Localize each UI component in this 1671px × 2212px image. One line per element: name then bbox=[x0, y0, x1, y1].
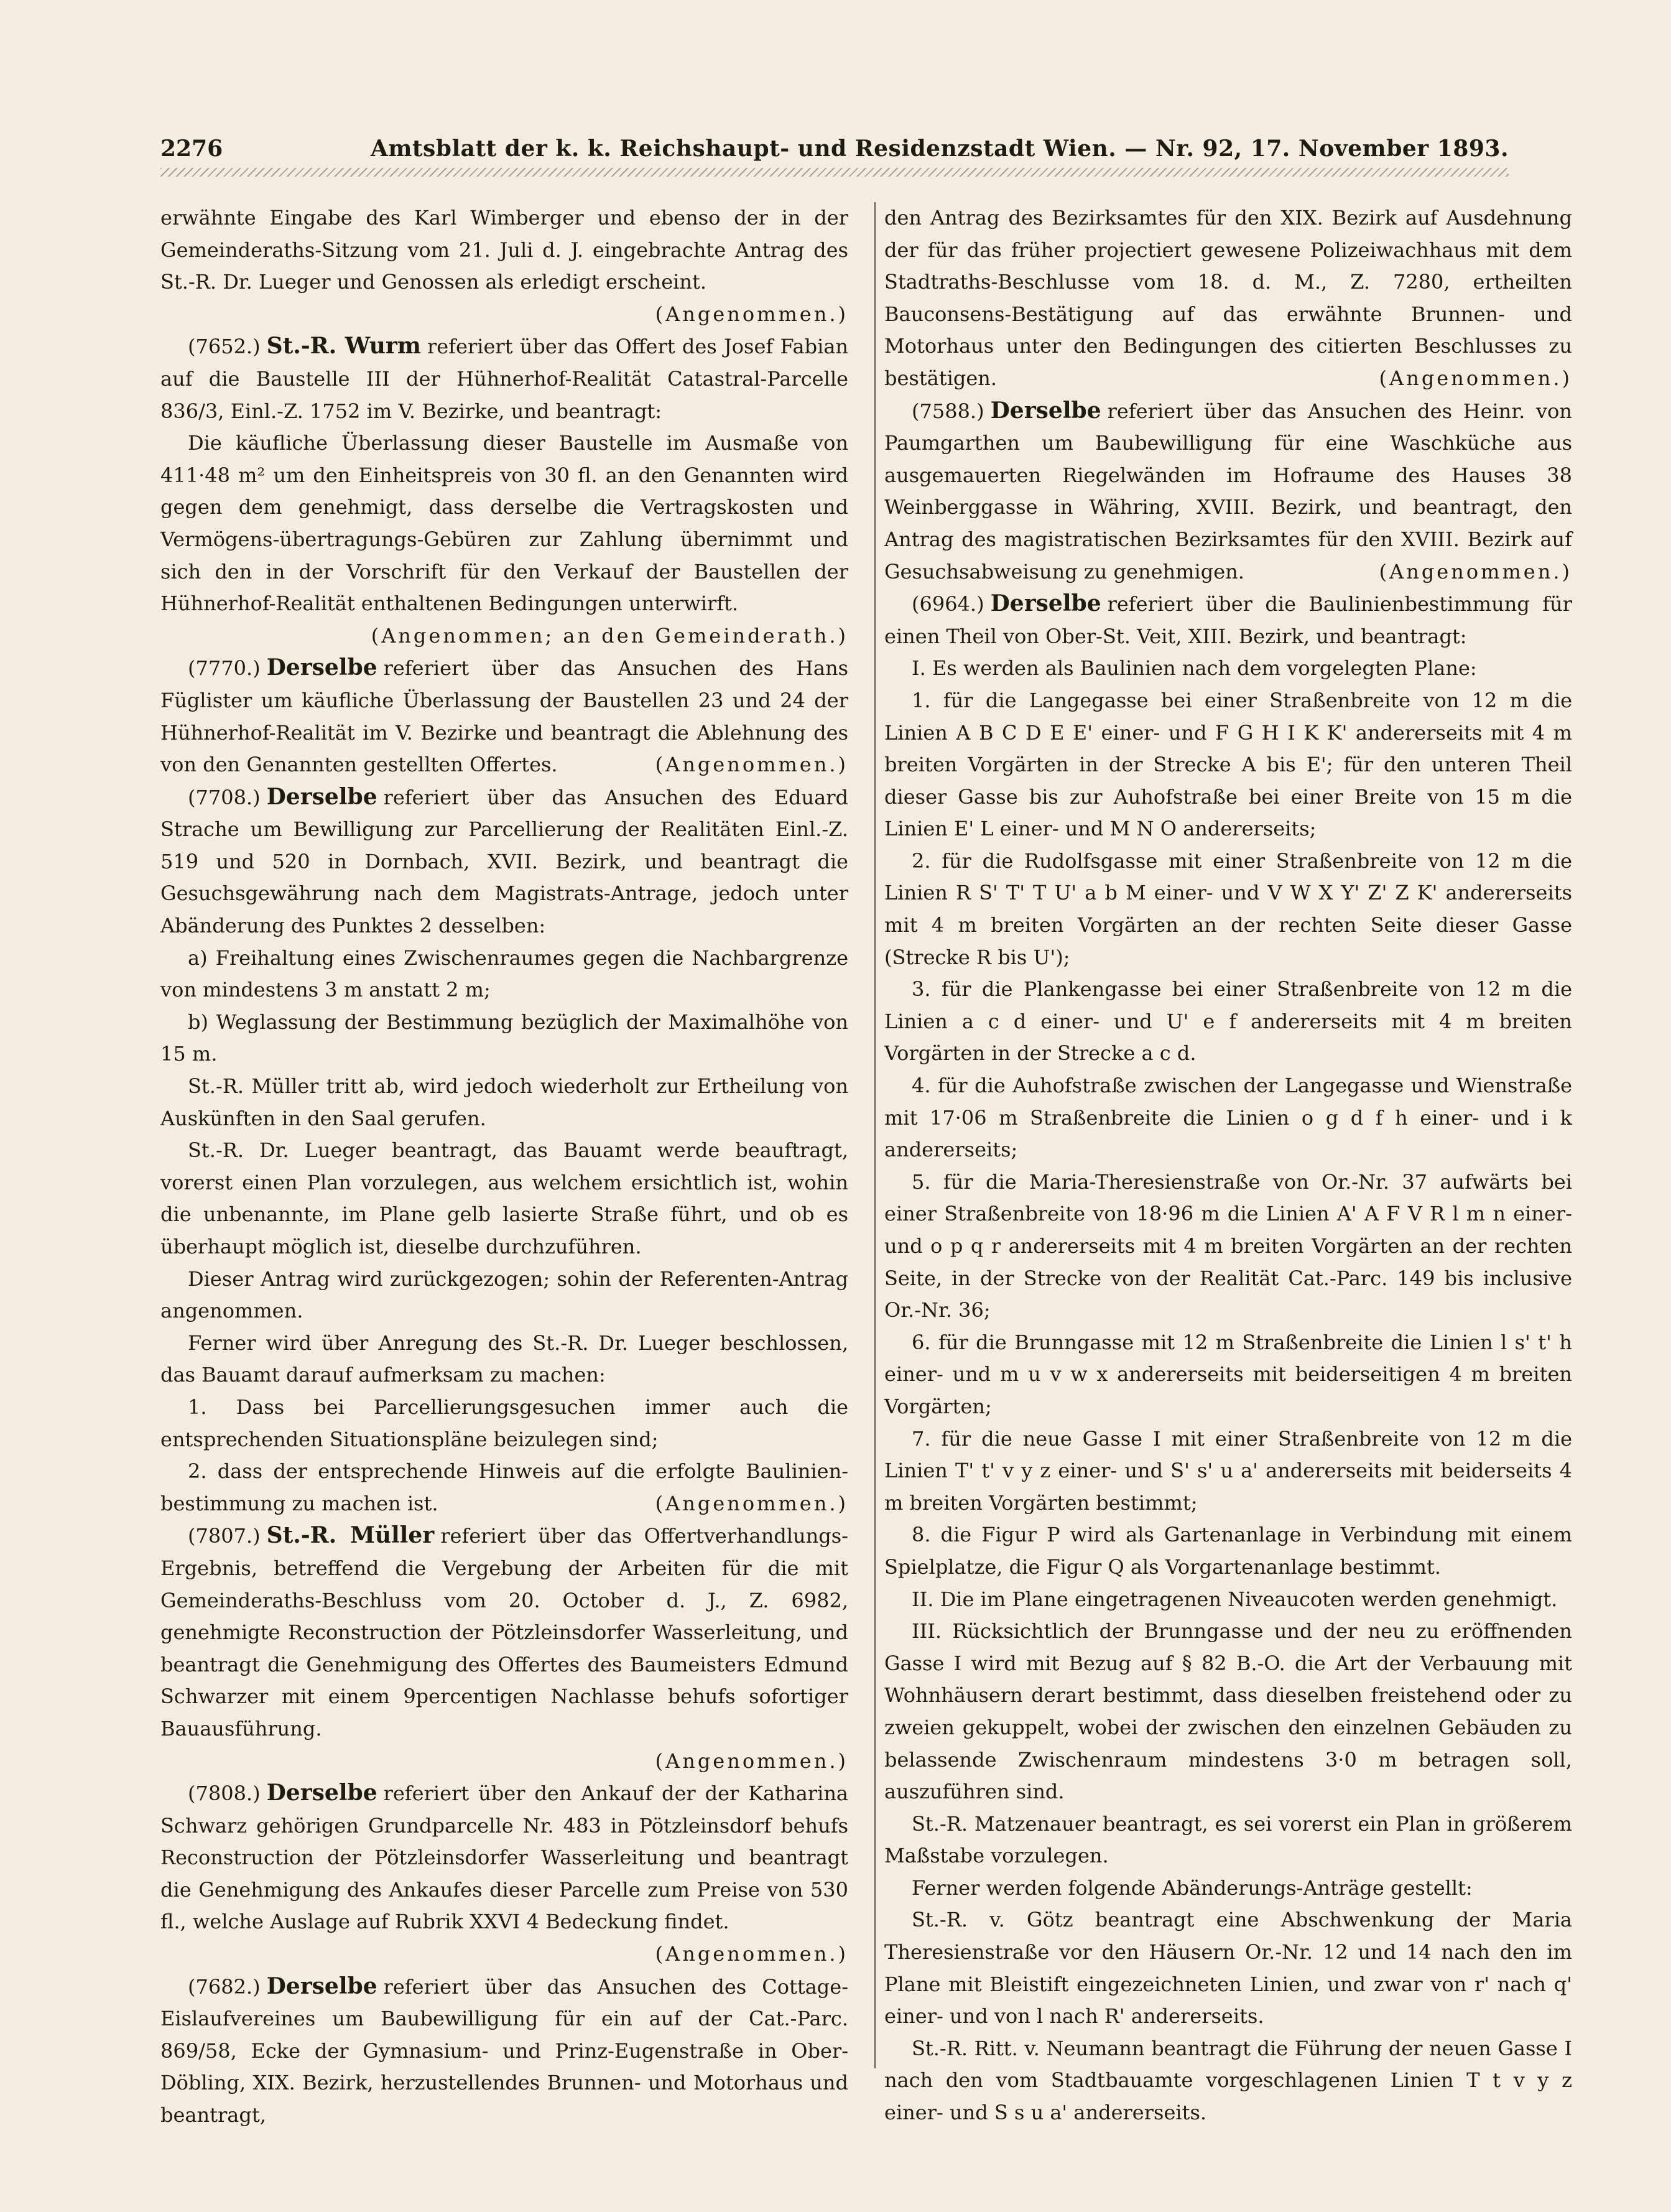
entry-number: (7808.) bbox=[188, 1782, 261, 1806]
entry-speaker: Derselbe bbox=[266, 1780, 377, 1806]
decision-note: (Angenommen.) bbox=[655, 302, 848, 326]
paragraph-text: 6. für die Brunngasse mit 12 m Straßenbreite die Linien l s' t' h einer- und m u v w x andererseits mit beiderseitigen 4 m breiten Vorgärten; bbox=[884, 1330, 1572, 1418]
paragraph bbox=[884, 1904, 1572, 2032]
paragraph-text: Ferner wird über Anregung des St.-R. Dr. Lueger beschlossen, das Bauamt darauf aufmerksam zu machen: bbox=[160, 1331, 848, 1387]
entry-text: referiert über die Baulinienbestimmung für einen Theil von Ober-St. Veit, XIII. Bezirk, und beantragt: bbox=[884, 592, 1572, 648]
entry-text: referiert über das Ansuchen des Cottage-Eislaufvereines um Baubewilligung für ein auf der Cat.-Parc. 869/58, Ecke der Gymnasium- und Prinz-Eugenstraße in Ober-Döbling, XIX. Bezirk, herzustellendes Brunnen- und Motorhaus und beantragt, bbox=[160, 1974, 848, 2127]
paragraph-text: Die käufliche Überlassung dieser Baustelle im Ausmaße von 411·48 m² um den Einheitspreis von 30 fl. an den Genannten wird gegen dem genehmigt, dass derselbe die Vertragskosten und Vermögens-übertragungs-Gebüren zur Zahlung übernimmt und sich den in der Vorschrift für den Verkauf der Baustellen der Hühnerhof-Realität enthaltenen Bedingungen unterwirft. bbox=[160, 431, 848, 616]
column-divider bbox=[874, 202, 876, 2068]
paragraph bbox=[884, 685, 1572, 845]
paragraph-text: 7. für die neue Gasse I mit einer Straßenbreite von 12 m die Linien T' t' v y z einer- und S' s' u a' andererseits mit beiderseits 4 m breiten Vorgärten bestimmt; bbox=[884, 1426, 1572, 1515]
item-text: a) Freihaltung eines Zwischenraumes gegen die Nachbargrenze von mindestens 3 m anstatt 2 m; bbox=[160, 946, 848, 1002]
paragraph-text: Dieser Antrag wird zurückgezogen; sohin der Referenten-Antrag angenommen. bbox=[160, 1266, 848, 1323]
decision-note: (Angenommen.) bbox=[1379, 366, 1572, 390]
paragraph bbox=[884, 2033, 1572, 2129]
entry-number: (7708.) bbox=[188, 785, 261, 809]
decision-note: (Angenommen.) bbox=[655, 753, 848, 777]
list-item bbox=[160, 1392, 848, 1456]
entry-speaker: Derselbe bbox=[990, 397, 1101, 424]
agenda-entry bbox=[160, 781, 848, 942]
paragraph bbox=[884, 974, 1572, 1070]
entry-text: referiert über das Offertverhandlungs-Ergebnis, betreffend die Vergebung der Arbeiten für die mit Gemeinderaths-Beschluss vom 20. October d. J., Z. 6982, genehmigte Reconstruction der Pötzleinsdorfer Wasserleitung, und beantragt die Genehmigung des Offertes des Baumeisters Edmund Schwarzer mit einem 9percentigen Nachlasse behufs sofortiger Bauausführung. bbox=[160, 1524, 848, 1740]
paragraph-text: St.-R. Dr. Lueger beantragt, das Bauamt werde beauftragt, vorerst einen Plan vorzulegen, aus welchem ersichtlich ist, wohin die unbenannte, im Plane gelb lasierte Straße führt, und ob es überhaupt möglich ist, dieselbe durchzuführen. bbox=[160, 1138, 848, 1258]
paragraph-text: III. Rücksichtlich der Brunngasse und der neu zu eröffnenden Gasse I wird mit Bezug auf § 82 B.-O. die Art der Verbauung mit Wohnhäusern derart bestimmt, dass dieselben freistehend oder zu zweien gekuppelt, wobei der zwischen den einzelnen Gebäuden zu belassende Zwischenraum mindestens 3·0 m betragen soll, auszuführen sind. bbox=[884, 1619, 1572, 1804]
paragraph-text: Ferner werden folgende Abänderungs-Anträge gestellt: bbox=[912, 1875, 1473, 1900]
paragraph-text: 2. für die Rudolfsgasse mit einer Straßenbreite von 12 m die Linien R S' T' T U' a b M einer- und V W X Y' Z' Z K' andererseits mit 4 m breiten Vorgärten an der rechten Seite dieser Gasse (Strecke R bis U'); bbox=[884, 848, 1572, 969]
list-item bbox=[160, 942, 848, 1006]
agenda-entry bbox=[160, 1777, 848, 1938]
decision-note: (Angenommen.) bbox=[655, 1749, 848, 1773]
entry-number: (7770.) bbox=[188, 656, 261, 681]
entry-text: referiert über das Ansuchen des Eduard Strache um Bewilligung zur Parcellierung der Realitäten Einl.-Z. 519 und 520 in Dornbach, XVII. Bezirk, und beantragt die Gesuchsgewährung nach dem Magistrats-Antrage, jedoch unter Abänderung des Punktes 2 desselben: bbox=[160, 785, 848, 938]
entry-number: (7588.) bbox=[912, 399, 984, 423]
entry-number: (7682.) bbox=[188, 1974, 261, 1999]
paragraph-text: St.-R. Ritt. v. Neumann beantragt die Führung der neuen Gasse I nach den vom Stadtbauamte vorgeschlagenen Linien T t v y z einer- und S s u a' andererseits. bbox=[884, 2036, 1572, 2125]
agenda-entry bbox=[160, 652, 848, 781]
entry-number: (7652.) bbox=[188, 335, 261, 359]
item-text: 2. dass der entsprechende Hinweis auf die erfolgte Baulinien-bestimmung zu machen ist. bbox=[160, 1459, 848, 1515]
paragraph-text: St.-R. v. Götz beantragt eine Abschwenkung der Maria Theresienstraße vor den Häusern Or.-Nr. 12 und 14 nach den im Plane mit Bleistift eingezeichneten Linien, und zwar von r' nach q' einer- und von l nach R' andererseits. bbox=[884, 1908, 1572, 2028]
entry-speaker: Derselbe bbox=[990, 590, 1101, 617]
entry-text: referiert über das Ansuchen des Heinr. von Paumgarthen um Baubewilligung für eine Waschküche aus ausgemauerten Riegelwänden im Hofraume des Hauses 38 Weinberggasse in Währing, XVIII. Bezirk, und beantragt, den Antrag des magistratischen Bezirksamtes für den XVIII. Bezirk auf Gesuchsabweisung zu genehmigen. bbox=[884, 399, 1572, 583]
page-number: 2276 bbox=[160, 136, 223, 162]
paragraph bbox=[160, 202, 848, 299]
paragraph bbox=[884, 1070, 1572, 1166]
paragraph bbox=[160, 1071, 848, 1135]
decision-note: (Angenommen.) bbox=[655, 1491, 848, 1515]
agenda-entry bbox=[884, 395, 1572, 588]
left-column bbox=[160, 202, 849, 2127]
entry-speaker: St.-R. Wurm bbox=[266, 333, 421, 360]
agenda-entry bbox=[160, 1971, 848, 2132]
paragraph-text: erwähnte Eingabe des Karl Wimberger und ebenso der in der Gemeinderaths-Sitzung vom 21. Juli d. J. eingebrachte Antrag des St.-R. Dr. Lueger und Genossen als erledigt erscheint. bbox=[160, 206, 848, 294]
paragraph-text: I. Es werden als Baulinien nach dem vorgelegten Plane: bbox=[912, 656, 1477, 681]
paragraph bbox=[884, 1808, 1572, 1872]
entry-speaker: Derselbe bbox=[266, 1973, 377, 1999]
agenda-entry bbox=[884, 588, 1572, 653]
paragraph-text: II. Die im Plane eingetragenen Niveaucoten werden genehmigt. bbox=[912, 1587, 1558, 1611]
paragraph bbox=[884, 1519, 1572, 1583]
paragraph-text: St.-R. Müller tritt ab, wird jedoch wiederholt zur Ertheilung von Auskünften in den Saal gerufen. bbox=[160, 1074, 848, 1130]
entry-number: (6964.) bbox=[912, 592, 984, 616]
paragraph bbox=[160, 427, 848, 620]
paragraph bbox=[884, 1872, 1572, 1905]
list-item bbox=[160, 1456, 848, 1520]
running-title: Amtsblatt der k. k. Reichshaupt- und Residenzstadt Wien. — Nr. 92, 17. November 1893. bbox=[370, 136, 1509, 162]
paragraph bbox=[160, 1135, 848, 1263]
paragraph bbox=[884, 653, 1572, 685]
paragraph-text: 4. für die Auhofstraße zwischen der Langegasse und Wienstraße mit 17·06 m Straßenbreite die Linien o g d f h einer- und i k andererseits; bbox=[884, 1074, 1572, 1162]
paragraph bbox=[884, 845, 1572, 974]
entry-text: referiert über das Offert des Josef Fabian auf die Baustelle III der Hühnerhof-Realität Catastral-Parcelle 836/3, Einl.-Z. 1752 im V. Bezirke, und beantragt: bbox=[160, 335, 849, 423]
paragraph-text: 5. für die Maria-Theresienstraße von Or.-Nr. 37 aufwärts bei einer Straßenbreite von 18·96 m die Linien A' A F V R l m n einer- und o p q r andererseits mit 4 m breiten Vorgärten an der rechten Seite, in der Strecke von der Realität Cat.-Parc. 149 bis inclusive Or.-Nr. 36; bbox=[884, 1169, 1572, 1322]
paragraph-text: den Antrag des Bezirksamtes für den XIX. Bezirk auf Ausdehnung der für das früher projectiert gewesene Polizeiwachhaus mit dem Stadtraths-Beschlusse vom 18. d. M., Z. 7280, ertheilten Bauconsens-Bestätigung auf das erwähnte Brunnen- und Motorhaus unter den Bedingungen des citierten Beschlusses zu bestätigen. bbox=[884, 206, 1572, 390]
paragraph bbox=[884, 1423, 1572, 1520]
agenda-entry bbox=[160, 1520, 848, 1745]
decision-note: (Angenommen.) bbox=[655, 1942, 848, 1966]
entry-text: referiert über das Ansuchen des Hans Füglister um käufliche Überlassung der Baustellen 23 und 24 der Hühnerhof-Realität im V. Bezirke und beantragt die Ablehnung des von den Genannten gestellten Offertes. bbox=[160, 656, 848, 777]
paragraph bbox=[160, 1327, 848, 1392]
paragraph-text: 1. für die Langegasse bei einer Straßenbreite von 12 m die Linien A B C D E E' einer- und F G H I K K' andererseits mit 4 m breiten Vorgärten in der Strecke A bis E'; für den unteren Theil dieser Gasse bis zur Auhofstraße bei einer Breite von 15 m die Linien E' L einer- und M N O andererseits; bbox=[884, 688, 1572, 841]
decision-note: (Angenommen.) bbox=[1379, 559, 1572, 583]
paragraph bbox=[884, 202, 1572, 395]
entry-speaker: Derselbe bbox=[266, 783, 377, 810]
header-rule bbox=[160, 168, 1509, 177]
paragraph-text: 8. die Figur P wird als Gartenanlage in Verbindung mit einem Spielplatze, die Figur Q als Vorgartenanlage bestimmt. bbox=[884, 1523, 1572, 1579]
item-text: 1. Dass bei Parcellierungsgesuchen immer auch die entsprechenden Situationspläne beizulegen sind; bbox=[160, 1395, 848, 1451]
entry-speaker: St.-R. Müller bbox=[266, 1522, 435, 1549]
item-text: b) Weglassung der Bestimmung bezüglich der Maximalhöhe von 15 m. bbox=[160, 1010, 848, 1066]
paragraph-text: 3. für die Plankengasse bei einer Straßenbreite von 12 m die Linien a c d einer- und U' e f andererseits mit 4 m breiten Vorgärten in der Strecke a c d. bbox=[884, 977, 1572, 1066]
paragraph-text: St.-R. Matzenauer beantragt, es sei vorerst ein Plan in größerem Maßstabe vorzulegen. bbox=[884, 1811, 1572, 1868]
paragraph bbox=[884, 1615, 1572, 1808]
agenda-entry bbox=[160, 330, 848, 427]
paragraph bbox=[884, 1166, 1572, 1327]
list-item bbox=[160, 1006, 848, 1071]
paragraph bbox=[884, 1327, 1572, 1423]
right-column bbox=[884, 202, 1572, 2125]
entry-speaker: Derselbe bbox=[266, 654, 377, 681]
entry-text: referiert über den Ankauf der der Katharina Schwarz gehörigen Grundparcelle Nr. 483 in Pötzleinsdorf behufs Reconstruction der Pötzleinsdorfer Wasserleitung und beantragt die Genehmigung des Ankaufes dieser Parcelle zum Preise von 530 fl., welche Auslage auf Rubrik XXVI 4 Bedeckung findet. bbox=[160, 1782, 848, 1934]
entry-number: (7807.) bbox=[188, 1524, 261, 1548]
paragraph bbox=[884, 1584, 1572, 1616]
decision-note: (Angenommen; an den Gemeinderath.) bbox=[371, 623, 848, 648]
paragraph bbox=[160, 1263, 848, 1327]
